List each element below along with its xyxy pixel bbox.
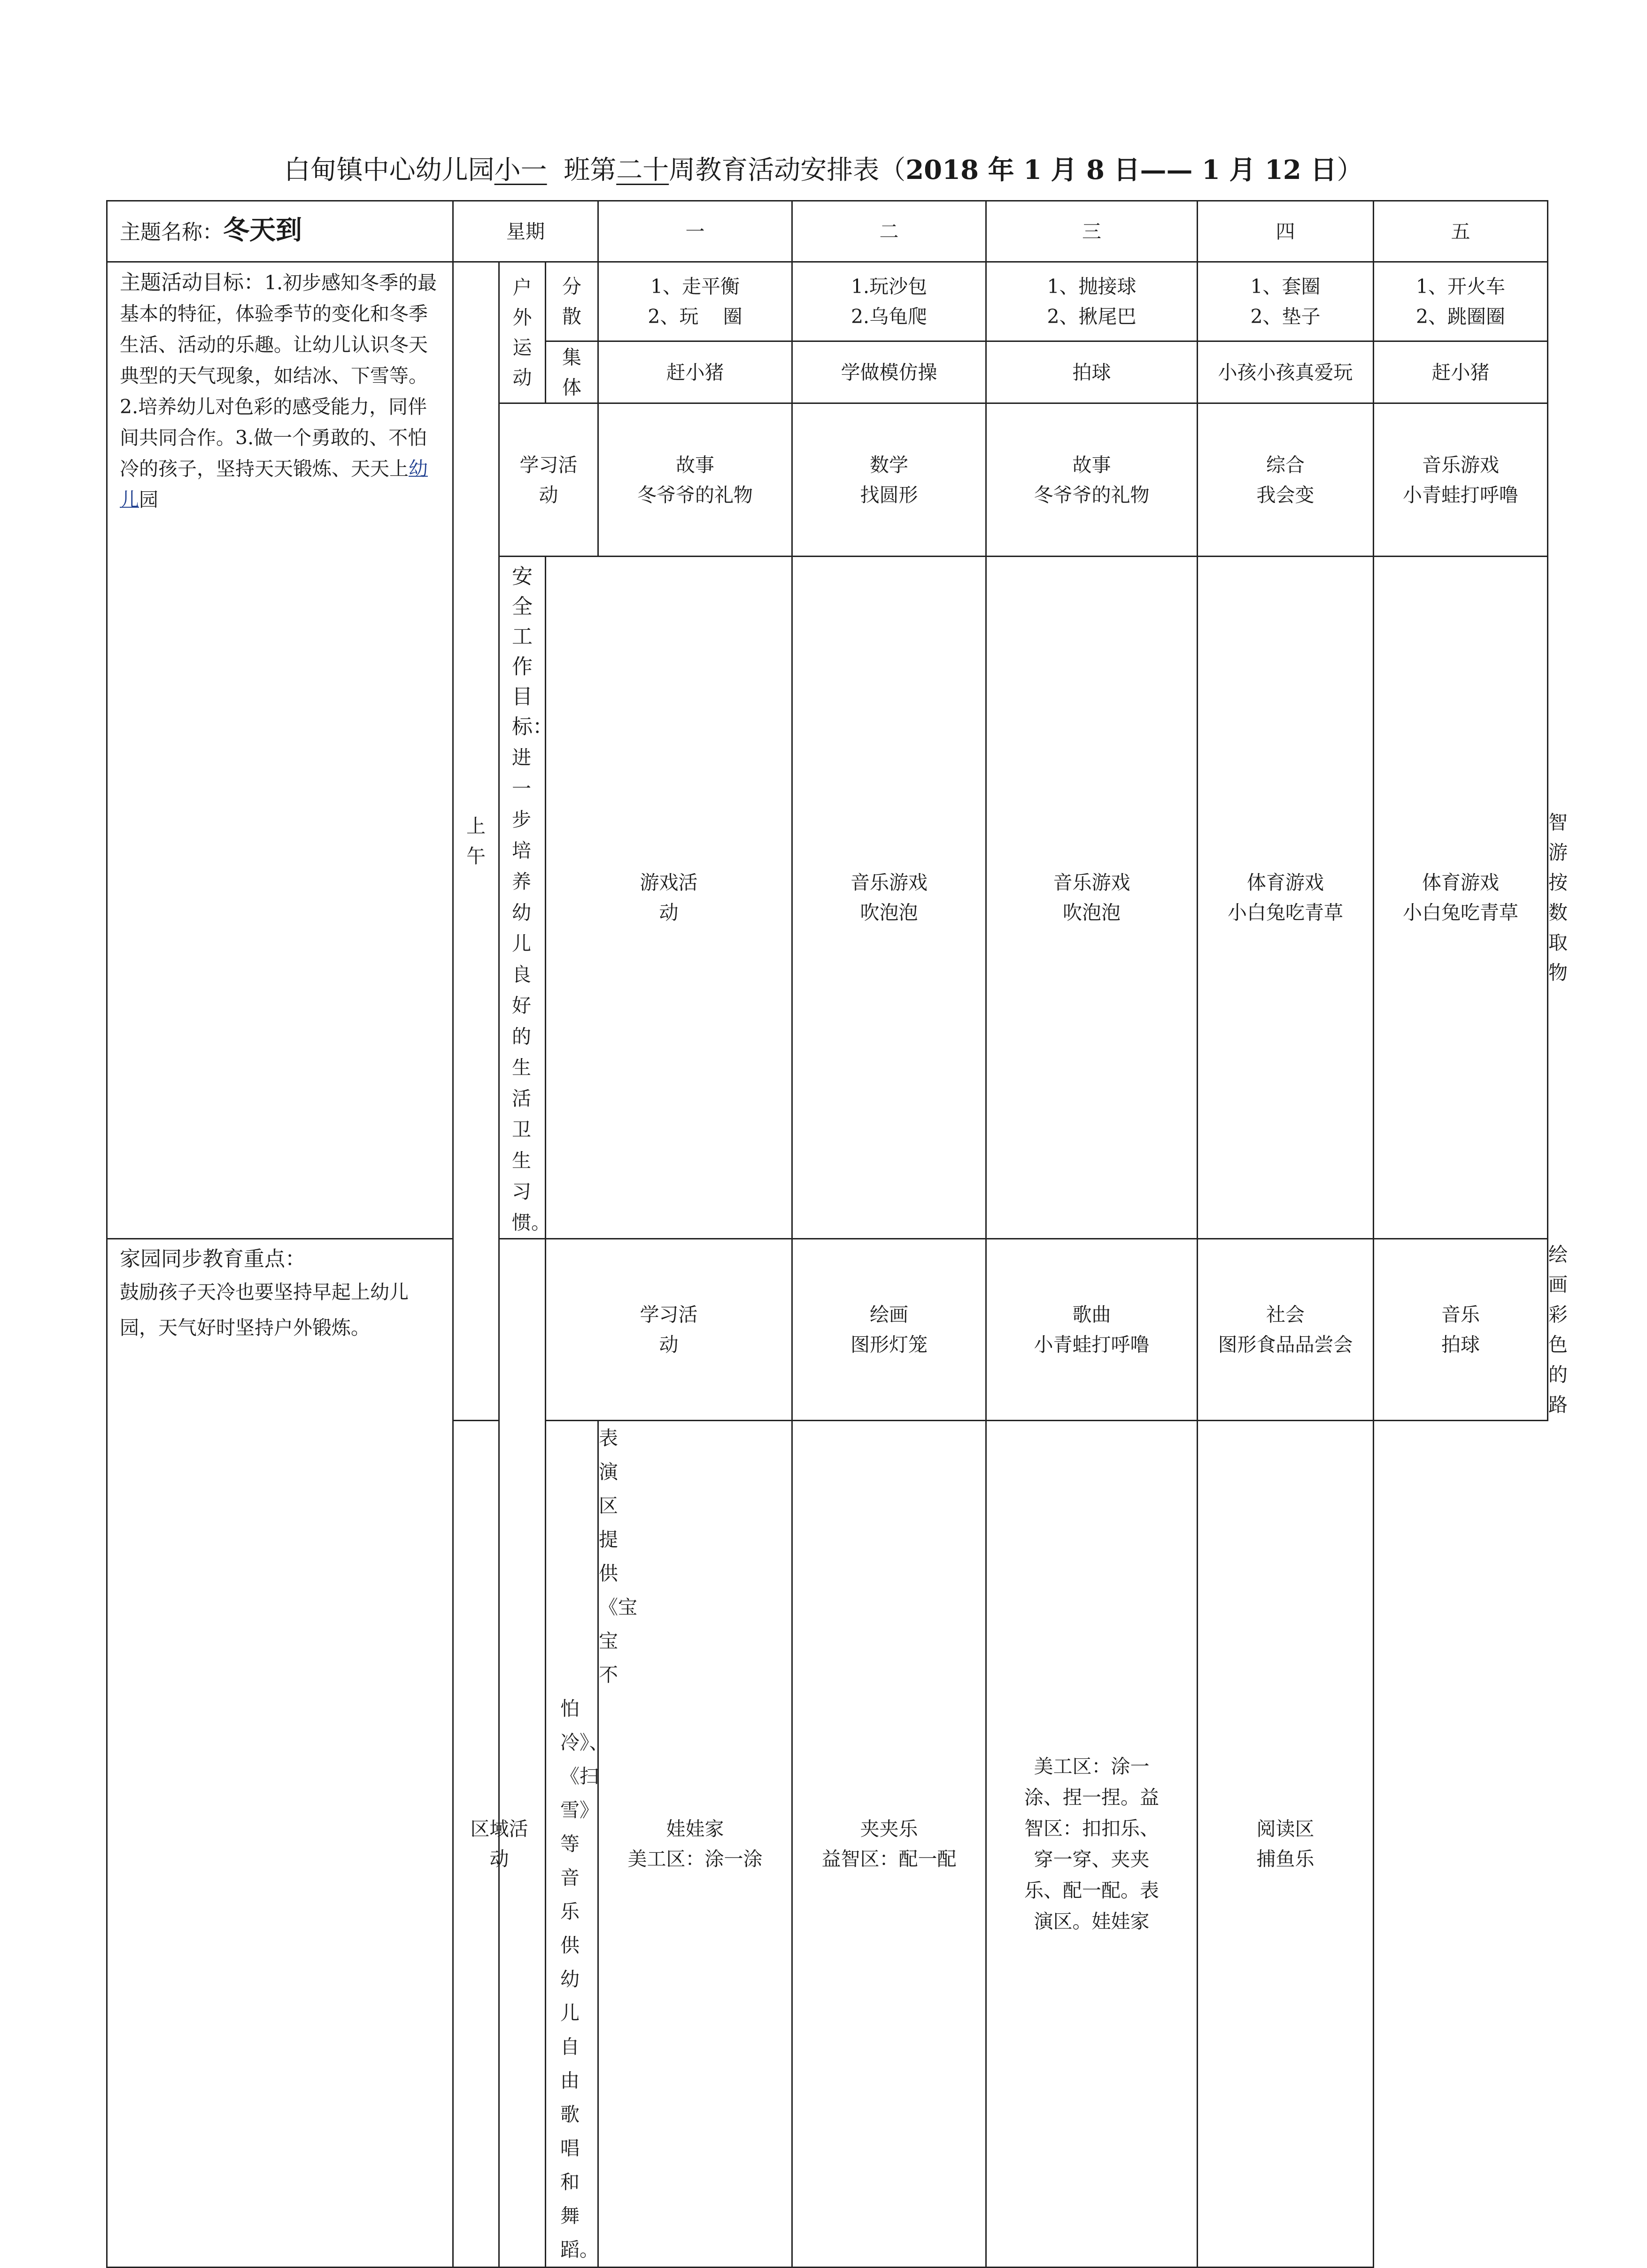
title-class: 小一: [494, 155, 547, 186]
game-label-2: 动: [659, 901, 679, 924]
study-pm-mon-1: 绘画: [870, 1303, 909, 1326]
safety-goal-cell: [499, 557, 553, 1239]
study-am-mon-1: 故事: [676, 453, 715, 476]
study-am-mon: [598, 403, 792, 557]
game-thu: [1374, 557, 1548, 1239]
scatter-thu-2: 2、垫子: [1250, 305, 1321, 328]
study-am-wed-1: 故事: [1072, 453, 1111, 476]
region-thu-1: 美工区：涂一: [1034, 1755, 1150, 1778]
theme-value: 冬天到: [223, 215, 302, 246]
scatter-wed: [986, 262, 1198, 341]
game-mon-2: 吹泡泡: [860, 901, 918, 924]
scatter-tue-1: 1.玩沙包: [851, 275, 928, 298]
period-morning-char2: 午: [466, 845, 486, 867]
group-mon: 赶小猪: [598, 341, 792, 403]
region-label-2: 动: [489, 1848, 509, 1870]
theme-goal-cell: [107, 262, 453, 1239]
region-thu-3: 智区：扣扣乐、: [1024, 1817, 1160, 1840]
goal-body: 1.初步感知冬季的最基本的特征，体验季节的变化和冬季生活、活动的乐趣。让幼儿认识冬天典型的天气现象，如结冰、下雪等。2.培养幼儿对色彩的感受能力，同伴间共同合作。3.做一个勇敢的、不怕冷的孩子，坚持天天锻炼、天天上: [120, 271, 437, 480]
group-char1: 集: [562, 346, 581, 369]
title-main: 周教育活动安排表（: [669, 155, 906, 186]
group-wed: 拍球: [986, 341, 1198, 403]
study-am-wed-2: 冬爷爷的礼物: [1034, 483, 1150, 506]
scatter-mon-1: 1、走平衡: [650, 275, 740, 298]
region-thu: [986, 1421, 1198, 2268]
game-thu-2: 小白兔吃青草: [1403, 901, 1519, 924]
region-thu-4: 穿一穿、夹夹: [1034, 1848, 1150, 1871]
study-am-thu-2: 我会变: [1256, 483, 1315, 506]
group-thu: 小孩小孩真爱玩: [1198, 341, 1374, 403]
scatter-wed-2: 2、揪尾巴: [1047, 305, 1137, 328]
title-school: 白甸镇中心幼儿园: [284, 155, 495, 186]
scatter-char1: 分: [562, 275, 581, 298]
outdoor-scatter-row: [107, 262, 1548, 341]
study-pm-wed-2: 图形食品品尝会: [1218, 1333, 1353, 1356]
theme-label: 主题名称：: [120, 220, 223, 244]
study-am-label-1: 学习活: [519, 453, 578, 476]
study-am-tue: [792, 403, 986, 557]
outdoor-char3: 运: [512, 336, 532, 359]
study-pm-wed: [1198, 1239, 1374, 1421]
outdoor-label: [499, 262, 546, 403]
region-label-1: 区域活: [470, 1818, 528, 1840]
game-mon-1: 音乐游戏: [851, 871, 928, 894]
region-fri-2: 捕鱼乐: [1256, 1848, 1315, 1870]
outdoor-char4: 动: [512, 366, 532, 389]
goal-label: 主题活动目标：: [120, 271, 264, 294]
title-week: 二十: [616, 155, 669, 186]
study-am-fri-1: 音乐游戏: [1422, 453, 1500, 476]
study-am-thu-1: 综合: [1266, 453, 1305, 476]
study-pm-row: 家园同步教育重点： 鼓励孩子天冷也要坚持早起上幼儿园，天气好时坚持户外锻炼。 学习活 动 绘画 图形灯笼 歌曲 小青蛙打呼噜 社会 图形食品品尝会 音乐 拍球 绘画 彩色的路: [107, 1239, 1548, 1421]
scatter-fri: [1374, 262, 1548, 341]
header-row: [107, 201, 1548, 262]
day-thu: 四: [1198, 201, 1374, 262]
study-pm-thu: [1374, 1239, 1548, 1421]
title-class-suffix: 班第: [564, 155, 617, 186]
study-pm-tue-2: 小青蛙打呼噜: [1034, 1333, 1150, 1356]
scatter-fri-1: 1、开火车: [1415, 275, 1506, 298]
goal-end: 园: [139, 488, 158, 511]
study-am-wed: [986, 403, 1198, 557]
study-am-label-2: 动: [539, 483, 558, 506]
home-text: 鼓励孩子天冷也要坚持早起上幼儿园，天气好时坚持户外锻炼。: [120, 1281, 409, 1339]
region-mon-5: 歌唱和舞蹈。: [560, 2103, 599, 2261]
scatter-char2: 散: [562, 305, 581, 328]
region-wed-1: 夹夹乐: [860, 1818, 918, 1840]
scatter-label: [546, 262, 598, 341]
region-thu-5: 乐、配一配。表: [1024, 1879, 1160, 1902]
study-am-thu: [1198, 403, 1374, 557]
study-pm-thu-2: 拍球: [1441, 1333, 1480, 1356]
day-tue: 二: [792, 201, 986, 262]
scatter-wed-1: 1、抛接球: [1047, 275, 1137, 298]
weekday-label: 星期: [453, 201, 598, 262]
region-mon: [546, 1421, 637, 2268]
period-morning: [453, 262, 499, 1421]
region-label: [453, 1421, 546, 2268]
region-thu-6: 演区。娃娃家: [1034, 1910, 1150, 1933]
safety-label: 安全工作目标：: [512, 565, 553, 739]
game-wed: [1198, 557, 1374, 1239]
study-pm-mon-2: 图形灯笼: [851, 1333, 928, 1356]
safety-text: 进一步培养幼儿良好的生活卫生习惯。: [512, 746, 550, 1234]
game-thu-1: 体育游戏: [1422, 871, 1500, 894]
schedule-table: [106, 200, 1568, 2268]
day-fri: 五: [1374, 201, 1548, 262]
group-tue: 学做模仿操: [792, 341, 986, 403]
game-tue-1: 音乐游戏: [1053, 871, 1130, 894]
home-sync-cell: [107, 1239, 453, 2268]
title-date-range: 2018 年 1 月 8 日—— 1 月 12 日: [905, 155, 1337, 186]
study-am-tue-2: 找圆形: [860, 483, 918, 506]
page-title: [0, 151, 1647, 189]
group-label: [546, 341, 598, 403]
outdoor-char1: 户: [512, 276, 532, 299]
study-pm-tue: [986, 1239, 1198, 1421]
goal-link[interactable]: 幼儿: [120, 457, 428, 511]
study-am-mon-2: 冬爷爷的礼物: [637, 483, 753, 506]
region-wed: [792, 1421, 986, 2268]
game-tue: [986, 557, 1198, 1239]
period-morning-char1: 上: [466, 815, 486, 837]
region-fri: [1198, 1421, 1374, 2268]
game-wed-1: 体育游戏: [1247, 871, 1324, 894]
region-tue-2: 美工区：涂一涂: [627, 1848, 763, 1870]
game-label: [546, 557, 792, 1239]
study-pm-label: [546, 1239, 792, 1421]
scatter-mon: [598, 262, 792, 341]
region-mon-4: 等音乐供幼儿自由: [560, 1833, 580, 2092]
region-mon-1: 表演区: [599, 1427, 618, 1517]
theme-goal-text: [120, 271, 437, 511]
region-mon-2: 提供《宝宝不: [599, 1528, 637, 1686]
game-label-1: 游戏活: [640, 871, 698, 894]
game-tue-2: 吹泡泡: [1063, 901, 1121, 924]
game-mon: [792, 557, 986, 1239]
study-am-fri-2: 小青蛙打呼噜: [1403, 483, 1519, 506]
study-am-tue-1: 数学: [870, 453, 909, 476]
study-am-fri: [1374, 403, 1548, 557]
day-wed: 三: [986, 201, 1198, 262]
group-fri: 赶小猪: [1374, 341, 1548, 403]
region-thu-2: 涂、捏一捏。益: [1024, 1786, 1160, 1809]
study-pm-thu-1: 音乐: [1441, 1303, 1480, 1326]
scatter-tue: [792, 262, 986, 341]
study-pm-mon: [792, 1239, 986, 1421]
scatter-tue-2: 2.乌龟爬: [851, 305, 928, 328]
game-wed-2: 小白兔吃青草: [1228, 901, 1344, 924]
scatter-fri-2: 2、跳圈圈: [1415, 305, 1506, 328]
study-pm-label-2: 动: [659, 1333, 679, 1356]
scatter-thu-1: 1、套圈: [1250, 275, 1321, 298]
study-am-label: [499, 403, 598, 557]
region-tue: [598, 1421, 792, 2268]
day-mon: 一: [598, 201, 792, 262]
study-pm-tue-1: 歌曲: [1072, 1303, 1111, 1326]
scatter-thu: [1198, 262, 1374, 341]
study-pm-wed-1: 社会: [1266, 1303, 1305, 1326]
home-label: 家园同步教育重点：: [120, 1247, 306, 1271]
region-tue-1: 娃娃家: [666, 1818, 724, 1840]
outdoor-char2: 外: [512, 306, 532, 329]
region-wed-2: 益智区：配一配: [821, 1848, 957, 1870]
scatter-mon-2: 2、玩 圈: [648, 305, 742, 328]
group-char2: 体: [562, 376, 581, 399]
region-mon-3: 怕冷》、《扫雪》: [560, 1697, 609, 1821]
study-pm-label-1: 学习活: [640, 1303, 698, 1326]
title-close: ）: [1337, 155, 1363, 186]
region-fri-1: 阅读区: [1256, 1818, 1315, 1840]
game-row: 安全工作目标： 进一步培养幼儿良好的生活卫生习惯。 游戏活 动 音乐游戏 吹泡泡 音乐游戏 吹泡泡 体育游戏 小白兔吃青草 体育游戏 小白兔吃青草 智游 按数取物: [107, 557, 1548, 1239]
theme-name-cell: [107, 201, 453, 262]
